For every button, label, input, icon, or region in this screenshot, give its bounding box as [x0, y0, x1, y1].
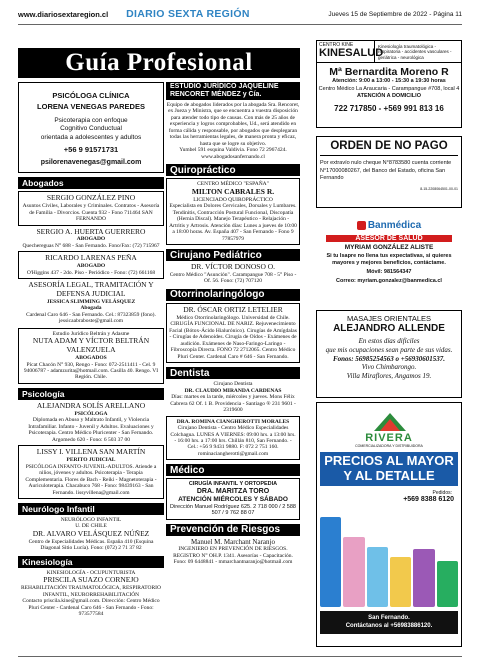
- section-medico: Médico: [166, 464, 300, 476]
- quiropractico-name: MILTON CABRALES R.: [191, 186, 275, 196]
- kinesalud-tags: Kinesiología traumatológica - respiratoria - accidentes vasculares - geriátrica - neurológica: [378, 44, 452, 60]
- psicologia-1-role: PSICÓLOGA: [74, 410, 108, 417]
- banmedica-role: ASESOR DE SALUD: [326, 235, 452, 242]
- psicologia-1-name: ALEJANDRA SOLÍS ARELLANO: [36, 400, 146, 410]
- section-dentista: Dentista: [166, 367, 300, 379]
- abogado-4-role: Abogada: [80, 305, 102, 312]
- rivera-contact[interactable]: Contáctanos al +56983886120.: [345, 623, 433, 630]
- abogado-4-name: ASESORÍA LEGAL, TRAMITACIÓN Y DEFENSA JUDICIAL: [28, 280, 154, 299]
- rivera-ad: [316, 402, 462, 647]
- kinesalud-logo-line1: CENTRO KINE: [319, 42, 354, 48]
- abogado-3: [18, 251, 164, 279]
- neurologo-role2: U. DE CHILE: [75, 523, 107, 530]
- product-detergent: [320, 517, 341, 607]
- otorrino-details: Médico Otorrinolaringólogo. Universidad de Chile. CIRUGÍA FUNCIONAL DE NARIZ. Rejuvenecimiento Facial (Bótox-Ácido Hialurónico). Cirugías de Amígdalas - Cirugías de Adenoides. Cirugía de Oídos - Exámenes de audición. Exámenes de Naso-Faringo-Laringo -Fibroscopía Directa. FONO 72 2712065. Centro Médico Pluri Center. Cardenal Caro # 646 - San Fernando.: [169, 314, 297, 360]
- kinesalud-phone[interactable]: 722 717850 - +569 991 813 16: [334, 104, 444, 114]
- rivera-subtitle: COMERCIALIZADORA Y DISTRIBUIDORA: [355, 444, 423, 448]
- section-cirujano: Cirujano Pediátrico: [166, 249, 300, 261]
- masajes-phones[interactable]: Fonos: 56985254563 o +56930601537.: [332, 354, 446, 363]
- banmedica-text: Si tu Isapre no llena tus expectativas, si quieres mayores y mejores beneficios, contáctame.: [326, 253, 452, 267]
- masajes-name: ALEJANDRO ALLENDE: [333, 323, 445, 334]
- abogado-5: [18, 328, 164, 384]
- section-neurologo: Neurólogo Infantil: [18, 503, 164, 515]
- masajes-ad: [316, 310, 462, 398]
- kinesiologia-details: Contacto priscila.kine@gmail.com. Dirección: Centro Médico Pluri Center - Cardenal Caro 646 - San Fernando - Fono: 973577584: [22, 598, 160, 618]
- kinesiologia-name: PRISCILA SUAZO CORNEJO: [43, 575, 139, 585]
- header-rule: [18, 24, 462, 25]
- abogado-2-role: ABOGADO: [76, 236, 106, 243]
- masajes-town: Vivo Chimbarongo.: [361, 363, 417, 372]
- section-banner: Guía Profesional: [18, 48, 300, 78]
- psicologia-2-role: PERITO JUDICIAL: [66, 457, 116, 464]
- cirujano-entry: [166, 263, 300, 285]
- banmedica-name: MYRIAM GONZÁLEZ ALISTE: [344, 244, 434, 251]
- estudio-header: ESTUDIO JURÍDICO JAQUELINE RENCORET MÉNDEZ y Cía.: [166, 82, 300, 100]
- rivera-number[interactable]: +569 8388 6120: [403, 495, 454, 503]
- kinesiologia-line1: KINESIOLOGÍA - OCUPUNTURISTA: [46, 569, 136, 576]
- psicologia-2-details: PSICÓLOGA INFANTO-JUVENIL-ADULTOS. Atiende a niños, jóvenes y adultos. Psicoterapia - Terapia Complementaria. Flores de Bach - Reiki - Magnetoterapia - Auriculoterapia. Chacabuco 768 - Fono: 98439163 - San Fernando. lissyvillena@gmail.com: [25, 463, 157, 496]
- abogado-5-role: ABOGADOS: [75, 355, 107, 362]
- neurologo-role: NEURÓLOGO INFANTIL: [60, 516, 122, 523]
- rivera-city: San Fernando.: [368, 614, 410, 621]
- cirujano-name: DR. VÍCTOR DONOSO O.: [190, 262, 276, 272]
- kinesalud-logo: [317, 41, 384, 62]
- dentista-details-2: Cirujano Dentista - Centro Médico Especialidades Colchagua. LUNES A VIERNES: 09:00 hrs. a 13:00 hrs. - 16:00 hrs. a 17:00 hrs. Chillán 810, San Fernando. - Cel.: +56 9 9431 9880. F: 072 2 751 160. rominaciangherotti@gmail.com: [170, 425, 296, 457]
- estudio-address: Yumbel 591 esquina Valdivia. Fono 72 2967424.: [179, 147, 287, 154]
- masajes-address: Villa Miraflores, Angamos 19.: [346, 372, 432, 380]
- dentista-name-1: DR. CLAUDIO MIRANDA CARDENAS: [184, 387, 282, 394]
- section-quiropractico: Quiropráctico: [166, 164, 300, 176]
- masajes-line2: que mis ocupaciones sean parte de sus vidas.: [325, 345, 453, 354]
- psicologia-1: [18, 402, 164, 443]
- abogado-3-details: O'Higgins 437 - 2do. Piso - Periódico - Fono: (72) 661168: [26, 269, 156, 276]
- abogado-1: [18, 191, 164, 225]
- medico-name: DRA. MARITZA TORO: [196, 487, 270, 495]
- psicologa-line1: Psicoterapia con enfoque: [54, 117, 128, 124]
- paper-title: DIARIO SEXTA REGIÓN: [126, 8, 250, 20]
- prevencion-details: INGENIERO EN PREVENCIÓN DE RIESGOS. REGISTRO N° OH.P. 1341. Asesorías - Capacitación. Fono: 09 6448841 - mmarchantnaranjo@hotmail.com: [173, 546, 293, 566]
- neurologo-name: DR. ALVARO VELÁSQUEZ NÚÑEZ: [32, 528, 150, 538]
- kinesalud-ad: [316, 40, 462, 128]
- banmedica-ad: [316, 216, 462, 298]
- abogado-5-details: Pícat Chacón N° 930, Rengo - Fono: 072-2511411 - Cel. 9 94006787 - adamzurita@hotmail.com. Casilla 40. Rengo. VI Región. Chile.: [23, 361, 159, 381]
- abogado-3-name: RICARDO LARENAS PEÑA: [45, 253, 137, 263]
- abogado-2-name: SERGIO A. HUERTA GUERRERO: [36, 226, 146, 236]
- orden-text: Por extravío nulo cheque N°8783580 cuenta corriente N°17000080267, del Banco del Estado, oficina San Fernando: [320, 160, 452, 182]
- kinesalud-address: Centro Médico La Araucaria - Carampangue #708, local 4: [318, 85, 460, 92]
- medico-line1: CIRUGÍA INFANTIL Y ORTOPEDIA: [188, 481, 278, 488]
- psicologa-phone[interactable]: +56 9 91571731: [63, 145, 119, 155]
- psicologa-name: LORENA VENEGAS PAREDES: [37, 102, 145, 111]
- prevencion-name: Manuel M. Marchant Naranjo: [191, 537, 275, 546]
- banmedica-movil[interactable]: Móvil: 981564347: [366, 269, 412, 276]
- abogado-2: [18, 228, 164, 250]
- orden-code: 8-15-2208064501-00-01: [420, 187, 458, 192]
- psicologa-email[interactable]: psilorenavenegas@gmail.com: [40, 159, 142, 167]
- abogado-4: [18, 281, 164, 325]
- section-kinesiologia: Kinesiología: [18, 556, 164, 568]
- rivera-footer: [320, 611, 458, 634]
- section-otorrino: Otorrinolaringólogo: [166, 289, 300, 301]
- column-middle: [166, 82, 300, 566]
- abogado-4-details: Cardenal Caro 646 - San Fernando. Cel.: 87323859 (fono). jessicaabraboste@gmail.com: [26, 311, 156, 325]
- estudio-web[interactable]: www.abogadosanfernando.cl: [201, 153, 265, 160]
- estudio-entry: [166, 102, 300, 160]
- dentista-entry-1: [166, 381, 300, 413]
- banmedica-email[interactable]: Correo: myriam.gonzalez@banmedica.cl: [336, 278, 442, 285]
- psicologia-2-name: LISSY I. VILLENA SAN MARTÍN: [36, 447, 146, 457]
- psicologa-title: PSICÓLOGA CLÍNICA: [52, 91, 130, 100]
- column-left: [18, 82, 164, 618]
- abogado-3-role: ABOGADO: [76, 263, 106, 270]
- masajes-title: MASAJES ORIENTALES: [346, 314, 432, 323]
- quiropractico-details: Especialista en Dolores Cervicales, Dorsales y Lumbares. Tendinitis, Contracción Postural Funcional, Discopatía (Hernia Discal). Manejo Terapéutico - Relajación - Artritis y Artrosis. Atención días: Lunes a jueves de 10:00 a 18:00 horas. Av. España 407 - San Fernando - Fono 9 77857979: [169, 203, 297, 242]
- product-purple: [413, 549, 434, 607]
- quiropractico-entry: [166, 178, 300, 245]
- page-header: [18, 5, 462, 23]
- section-psicologia: Psicología: [18, 388, 164, 400]
- psicologia-1-details: Diplomada en Abuso y Maltrato Infantil, y Violencia Intrafamiliar. Infanto - Juvenil y Adultos. Evaluaciones y Psicoterapia. Centro Médico Pluricenter - San Fernando. Argomedo 620 - Fono: 6 503 37 00: [28, 417, 154, 443]
- prevencion-entry: [166, 538, 300, 566]
- dentista-pre: Cirujano Dentista: [213, 381, 253, 388]
- psicologa-line2: Cognitivo Conductual: [60, 125, 122, 133]
- kinesiologia-entry: [18, 570, 164, 618]
- abogado-5-name: NUTA ADAM Y VÍCTOR BELTRÁN VALENZUELA: [32, 336, 150, 355]
- orden-title: ORDEN DE NO PAGO: [320, 140, 458, 156]
- psicologa-line3: orientada a adolescentes y adultos: [40, 133, 142, 141]
- rivera-roof-icon: [372, 411, 408, 433]
- otorrino-entry: [166, 303, 300, 363]
- rivera-pedidos: Pedidos:: [432, 489, 452, 496]
- product-bottle-blue: [367, 547, 388, 607]
- dentista-details-1: Días: martes en la tarde, miércoles y jueves. Mons Félix Cabrera 62 Of. 1 B. Providencia - Santiago ® 231 9601 - 2319600: [170, 394, 296, 414]
- psicologia-2: [18, 445, 164, 499]
- abogado-5-pre: Estudio Jurídico Beltrán y Adasme: [52, 330, 130, 337]
- neurologo-details: Centro de Especialidades Médicas. España 410 (Esquina Diagonal Sitio Lucía). Fono: (072) 2 71 37 82: [28, 538, 154, 552]
- kinesalud-domicilio: ATENCIÓN A DOMICILIO: [357, 93, 421, 100]
- product-softener-pink: [343, 537, 364, 607]
- dentista-name-2: DRA. ROMINA CIANGHEROTTI MORALES: [176, 418, 290, 425]
- kinesalud-logo-line2: KINESALUD: [319, 47, 384, 59]
- estudio-description: Equipo de abogados liderados por la abogada Sra. Rencoret, ex Jueza y Ministra, que se encuentra a vuestra disposición para atender todo tipo de causas. Con más de 25 años de experiencia y logros comprobables, Ud., será atendido en forma cálida y responsable, por abogados que desplegaran todas las herramientas legales, de manera pronta y eficaz, hasta que se logre su objetivo.: [166, 102, 300, 147]
- site-url[interactable]: www.diariosextaregion.cl: [18, 9, 109, 19]
- psicologa-ad: [18, 82, 164, 173]
- kinesiologia-line2: REHABILITACIÓN TRAUMATOLÓGICA, RESPIRATORIO INFANTIL, NEURORREHABILITACIÓN: [21, 585, 161, 598]
- otorrino-name: DR. ÓSCAR ORTIZ LETELIER: [183, 304, 283, 314]
- neurologo-entry: [18, 517, 164, 552]
- rivera-promo: PRECIOS AL MAYOR Y AL DETALLE: [320, 452, 458, 486]
- kinesalud-name: Mª Bernardita Moreno R: [329, 66, 449, 78]
- orden-no-pago-ad: [316, 136, 462, 208]
- medico-attention: ATENCIÓN MIÉRCOLES Y SÁBADO: [178, 496, 288, 504]
- medico-details: Dirección Manuel Rodríguez 625. 2 718 000 / 2 588 507 / 9 762 88 07: [170, 503, 296, 517]
- quiropractico-pre: CENTRO MÉDICO "ESPAÑA": [197, 181, 269, 188]
- rivera-logo: RIVERA: [365, 432, 413, 444]
- quiropractico-role: LICENCIADO QUIROPRÁCTICO: [193, 196, 273, 203]
- section-prevencion: Prevención de Riesgos: [166, 524, 300, 536]
- section-abogados: Abogados: [18, 177, 164, 189]
- abogado-1-name: SERGIO GONZÁLEZ PINO: [46, 193, 136, 203]
- rivera-products: [320, 507, 458, 607]
- abogado-2-details: Quechereguas N° 688 - San Fernando. Fono/Fax: (72) 715967: [22, 242, 160, 249]
- product-yellow: [390, 557, 411, 607]
- kinesalud-hours: Atención: 9:00 a 13:00 - 15:30 a 19:30 horas: [332, 78, 446, 84]
- banmedica-logo-icon: [357, 221, 366, 230]
- product-green: [437, 561, 458, 607]
- cirujano-details: Centro Médico "Asunción". Carampangue 708 - 5° Piso - Of. 56. Fono: (72) 707120: [169, 271, 297, 285]
- medico-entry: [166, 478, 300, 519]
- footer-rule: [18, 656, 462, 657]
- abogado-4-name2: JESSICA SLIMMING VELÁSQUEZ: [46, 298, 136, 305]
- banmedica-logo: [316, 220, 462, 231]
- abogado-1-details: Asuntos Civiles, Laborales y Criminales. Contratos - Asesoría de Familia - Divorcios. Cuenta 932 - Fono 711464 SAN FERNANDO: [22, 203, 160, 223]
- page-date: Jueves 15 de Septiembre de 2022 - Página 11: [328, 10, 462, 18]
- masajes-line1: En estos días difíciles: [358, 337, 420, 345]
- dentista-entry-2: [166, 416, 300, 461]
- banmedica-logo-text: Banmédica: [367, 220, 422, 231]
